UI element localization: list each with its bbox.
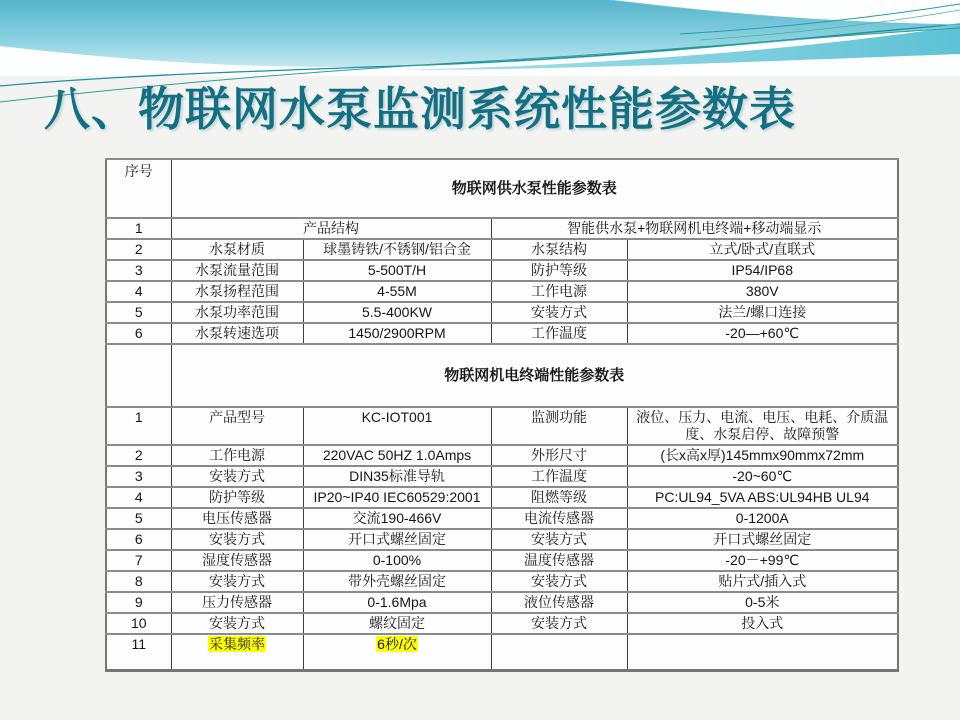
param-value-cell-text: 贴片式/插入式 xyxy=(718,573,807,589)
param-name-cell-text: 电压传感器 xyxy=(202,510,272,526)
row-number-cell-text: 8 xyxy=(134,573,143,589)
row-number-cell xyxy=(106,571,171,592)
param-name-cell xyxy=(171,323,303,344)
param-name-cell xyxy=(171,407,303,445)
param-value-cell-text: PC:UL94_5VA ABS:UL94HB UL94 xyxy=(654,489,870,505)
param-name-cell-text: 安装方式 xyxy=(209,615,265,631)
param-name-cell-text: 安装方式 xyxy=(531,304,587,320)
row-number-cell-text: 4 xyxy=(134,489,143,505)
row-number-cell-text: 3 xyxy=(134,468,143,484)
param-value-cell-text: 交流190-466V xyxy=(352,510,442,526)
param-name-cell xyxy=(171,550,303,571)
param-value-cell xyxy=(627,508,898,529)
param-value-cell xyxy=(627,239,898,260)
row-number-cell-text: 4 xyxy=(134,283,143,299)
table-row xyxy=(106,302,898,323)
param-value-cell-text: 4-55M xyxy=(377,283,417,299)
table-row xyxy=(106,239,898,260)
row-number-cell xyxy=(106,466,171,487)
table-row xyxy=(106,466,898,487)
param-name-cell-text: 防护等级 xyxy=(209,489,265,505)
param-name-cell-text: 工作电源 xyxy=(209,447,265,463)
param-name-cell-text: 产品型号 xyxy=(209,409,265,425)
param-value-cell xyxy=(303,260,491,281)
param-name-cell xyxy=(171,529,303,550)
param-name-cell xyxy=(171,218,491,239)
param-value-cell xyxy=(491,218,898,239)
param-value-cell xyxy=(627,487,898,508)
row-number-cell xyxy=(106,239,171,260)
table-row xyxy=(106,613,898,634)
param-name-cell xyxy=(171,592,303,613)
row-number-cell-text: 5 xyxy=(134,304,143,320)
corner-cell xyxy=(106,159,171,218)
banner-sky xyxy=(0,0,960,76)
table-row xyxy=(106,445,898,466)
param-name-cell xyxy=(491,487,627,508)
param-value-cell-text: DIN35标准导轨 xyxy=(349,468,445,484)
param-name-cell-text: 外形尺寸 xyxy=(531,447,587,463)
param-value-cell xyxy=(627,281,898,302)
param-value-cell-text: 法兰/螺口连接 xyxy=(718,304,807,320)
param-value-cell xyxy=(303,407,491,445)
row-number-cell-text: 10 xyxy=(130,615,147,631)
param-value-cell-text: 5.5-400KW xyxy=(361,304,433,320)
row-number-cell-text: 6 xyxy=(134,531,143,547)
param-value-cell-text: 投入式 xyxy=(741,615,784,631)
param-name-cell-text: 安装方式 xyxy=(531,531,587,547)
banner-white-wave xyxy=(0,27,960,76)
param-value-cell xyxy=(627,302,898,323)
param-name-cell-text: 温度传感器 xyxy=(524,552,594,568)
param-name-cell xyxy=(491,592,627,613)
table-row xyxy=(106,218,898,239)
param-value-cell-text: (长x高x厚)145mmx90mmx72mm xyxy=(660,447,865,463)
param-value-cell-text: 螺纹固定 xyxy=(369,615,425,631)
param-value-cell xyxy=(627,634,898,670)
param-name-cell-text: 安装方式 xyxy=(531,615,587,631)
corner-cell-text: 序号 xyxy=(124,163,153,179)
section-title-cell xyxy=(171,159,898,218)
table-row xyxy=(106,571,898,592)
row-number-cell xyxy=(106,445,171,466)
param-name-cell xyxy=(171,571,303,592)
param-name-cell-text: 水泵材质 xyxy=(209,241,265,257)
param-name-cell xyxy=(171,466,303,487)
param-name-cell-text: 工作温度 xyxy=(531,468,587,484)
param-value-cell xyxy=(303,487,491,508)
param-name-cell-text: 水泵扬程范围 xyxy=(195,283,279,299)
param-value-cell-text: 0-5米 xyxy=(745,594,780,610)
param-name-cell xyxy=(171,445,303,466)
param-name-cell-text: 湿度传感器 xyxy=(202,552,272,568)
row-number-cell xyxy=(106,550,171,571)
param-name-cell-text: 安装方式 xyxy=(209,573,265,589)
param-value-cell xyxy=(303,634,491,670)
param-name-cell xyxy=(171,613,303,634)
param-value-cell-text: -20－+99℃ xyxy=(725,552,800,568)
param-value-cell xyxy=(303,613,491,634)
param-name-cell xyxy=(491,571,627,592)
param-value-cell xyxy=(303,302,491,323)
corner-cell xyxy=(106,344,171,407)
param-name-cell-text: 工作温度 xyxy=(531,325,587,341)
param-value-cell-text: 0-1200A xyxy=(735,510,789,526)
slide-title: 八、物联网水泵监测系统性能参数表 xyxy=(44,83,796,135)
header-row-pump-table xyxy=(106,159,898,218)
param-value-cell xyxy=(627,323,898,344)
param-name-cell-text: 防护等级 xyxy=(531,262,587,278)
param-value-cell-text: 6秒/次 xyxy=(377,636,417,652)
param-name-cell xyxy=(491,302,627,323)
param-value-cell-text: 开口式螺丝固定 xyxy=(348,531,446,547)
row-number-cell-text: 2 xyxy=(134,241,143,257)
row-number-cell-text: 2 xyxy=(134,447,143,463)
param-name-cell xyxy=(171,281,303,302)
param-name-cell xyxy=(491,613,627,634)
table-row xyxy=(106,407,898,445)
param-value-cell xyxy=(303,550,491,571)
row-number-cell xyxy=(106,613,171,634)
param-name-cell-text: 水泵转速选项 xyxy=(195,325,279,341)
param-value-cell xyxy=(303,571,491,592)
param-value-cell xyxy=(627,571,898,592)
param-value-cell-text: KC-IOT001 xyxy=(361,409,433,425)
param-value-cell xyxy=(303,281,491,302)
row-number-cell xyxy=(106,281,171,302)
table-row xyxy=(106,592,898,613)
row-number-cell xyxy=(106,260,171,281)
param-value-cell xyxy=(627,466,898,487)
section-title-cell-text: 物联网机电终端性能参数表 xyxy=(444,367,625,384)
param-name-cell xyxy=(491,260,627,281)
row-number-cell-text: 3 xyxy=(134,262,143,278)
param-value-cell xyxy=(627,592,898,613)
param-value-cell xyxy=(303,466,491,487)
param-value-cell-text: 0-1.6Mpa xyxy=(367,594,427,610)
param-value-cell-text: 5-500T/H xyxy=(367,262,427,278)
param-value-cell-text: 0-100% xyxy=(372,552,422,568)
param-name-cell xyxy=(491,407,627,445)
row-number-cell xyxy=(106,529,171,550)
row-number-cell xyxy=(106,508,171,529)
row-number-cell-text: 6 xyxy=(134,325,143,341)
param-value-cell xyxy=(303,508,491,529)
param-name-cell xyxy=(491,281,627,302)
param-value-cell xyxy=(303,323,491,344)
table-body xyxy=(106,159,898,670)
row-number-cell xyxy=(106,407,171,445)
param-value-cell-text: 带外壳螺丝固定 xyxy=(348,573,446,589)
param-name-cell-text: 产品结构 xyxy=(303,220,359,236)
param-value-cell-text: 380V xyxy=(745,283,779,299)
param-name-cell xyxy=(491,508,627,529)
row-number-cell xyxy=(106,323,171,344)
param-name-cell-text: 安装方式 xyxy=(209,531,265,547)
param-value-cell xyxy=(627,260,898,281)
param-value-cell xyxy=(303,529,491,550)
row-number-cell-text: 5 xyxy=(134,510,143,526)
banner-topright-white-swoosh xyxy=(610,0,960,25)
param-value-cell-text: IP20~IP40 IEC60529:2001 xyxy=(313,489,481,505)
param-name-cell xyxy=(491,323,627,344)
param-name-cell xyxy=(491,466,627,487)
table-row xyxy=(106,529,898,550)
table-row xyxy=(106,634,898,670)
param-value-cell-text: -20—+60℃ xyxy=(725,325,800,341)
param-value-cell-text: IP54/IP68 xyxy=(731,262,793,278)
param-value-cell xyxy=(303,445,491,466)
param-value-cell xyxy=(627,613,898,634)
banner-accent-line-teal xyxy=(0,24,960,86)
param-name-cell xyxy=(171,634,303,670)
param-name-cell xyxy=(491,445,627,466)
param-value-cell-text: 球墨铸铁/不锈钢/铝合金 xyxy=(323,241,471,257)
row-number-cell xyxy=(106,218,171,239)
row-number-cell-text: 1 xyxy=(134,409,143,425)
param-value-cell xyxy=(303,239,491,260)
row-number-cell xyxy=(106,634,171,670)
table-row xyxy=(106,323,898,344)
table-row xyxy=(106,260,898,281)
param-value-cell xyxy=(627,550,898,571)
param-name-cell xyxy=(171,260,303,281)
param-name-cell-text: 液位传感器 xyxy=(524,594,594,610)
header-row-terminal-table xyxy=(106,344,898,407)
row-number-cell-text: 7 xyxy=(134,552,143,568)
section-title-cell-text: 物联网供水泵性能参数表 xyxy=(451,180,617,197)
param-name-cell-text: 水泵结构 xyxy=(531,241,587,257)
param-name-cell-text: 安装方式 xyxy=(531,573,587,589)
param-value-cell-text: -20~60℃ xyxy=(732,468,793,484)
row-number-cell-text: 11 xyxy=(131,636,147,652)
table-row xyxy=(106,487,898,508)
param-value-cell xyxy=(627,445,898,466)
param-name-cell-text: 监测功能 xyxy=(531,409,587,425)
row-number-cell xyxy=(106,592,171,613)
table-row xyxy=(106,508,898,529)
param-name-cell-text: 阻燃等级 xyxy=(531,489,587,505)
row-number-cell-text: 1 xyxy=(134,220,143,236)
banner-diagonal-line-1 xyxy=(680,4,960,34)
param-value-cell-text: 220VAC 50HZ 1.0Amps xyxy=(322,447,472,463)
param-name-cell xyxy=(491,550,627,571)
param-name-cell xyxy=(171,239,303,260)
banner-swoosh-edge-line xyxy=(610,0,960,25)
row-number-cell xyxy=(106,487,171,508)
table-row xyxy=(106,550,898,571)
param-value-cell-text: 液位、压力、电流、电压、电耗、介质温度、水泵启停、故障预警 xyxy=(636,409,889,442)
param-name-cell xyxy=(491,239,627,260)
section-title-cell xyxy=(171,344,898,407)
param-value-cell-text: 立式/卧式/直联式 xyxy=(709,241,816,257)
param-name-cell-text: 水泵功率范围 xyxy=(195,304,279,320)
param-value-cell xyxy=(303,592,491,613)
param-name-cell xyxy=(171,302,303,323)
table-row xyxy=(106,281,898,302)
param-value-cell xyxy=(627,529,898,550)
param-value-cell xyxy=(627,407,898,445)
param-value-cell-text: 开口式螺丝固定 xyxy=(713,531,812,547)
param-value-cell-text: 1450/2900RPM xyxy=(348,325,446,341)
param-name-cell xyxy=(491,529,627,550)
banner-cyan-band xyxy=(400,26,960,70)
param-name-cell xyxy=(171,508,303,529)
param-name-cell-text: 安装方式 xyxy=(209,468,265,484)
param-name-cell-text: 电流传感器 xyxy=(524,510,594,526)
row-number-cell-text: 9 xyxy=(134,594,143,610)
param-name-cell-text: 压力传感器 xyxy=(202,594,272,610)
param-value-cell-text: 智能供水泵+物联网机电终端+移动端显示 xyxy=(567,220,822,236)
param-name-cell xyxy=(171,487,303,508)
banner-diagonal-line-2 xyxy=(700,10,960,40)
param-name-cell-text: 水泵流量范围 xyxy=(195,262,279,278)
param-name-cell xyxy=(491,634,627,670)
row-number-cell xyxy=(106,302,171,323)
parameters-table xyxy=(105,158,899,672)
param-name-cell-text: 工作电源 xyxy=(531,283,587,299)
param-name-cell-text: 采集频率 xyxy=(209,636,265,652)
